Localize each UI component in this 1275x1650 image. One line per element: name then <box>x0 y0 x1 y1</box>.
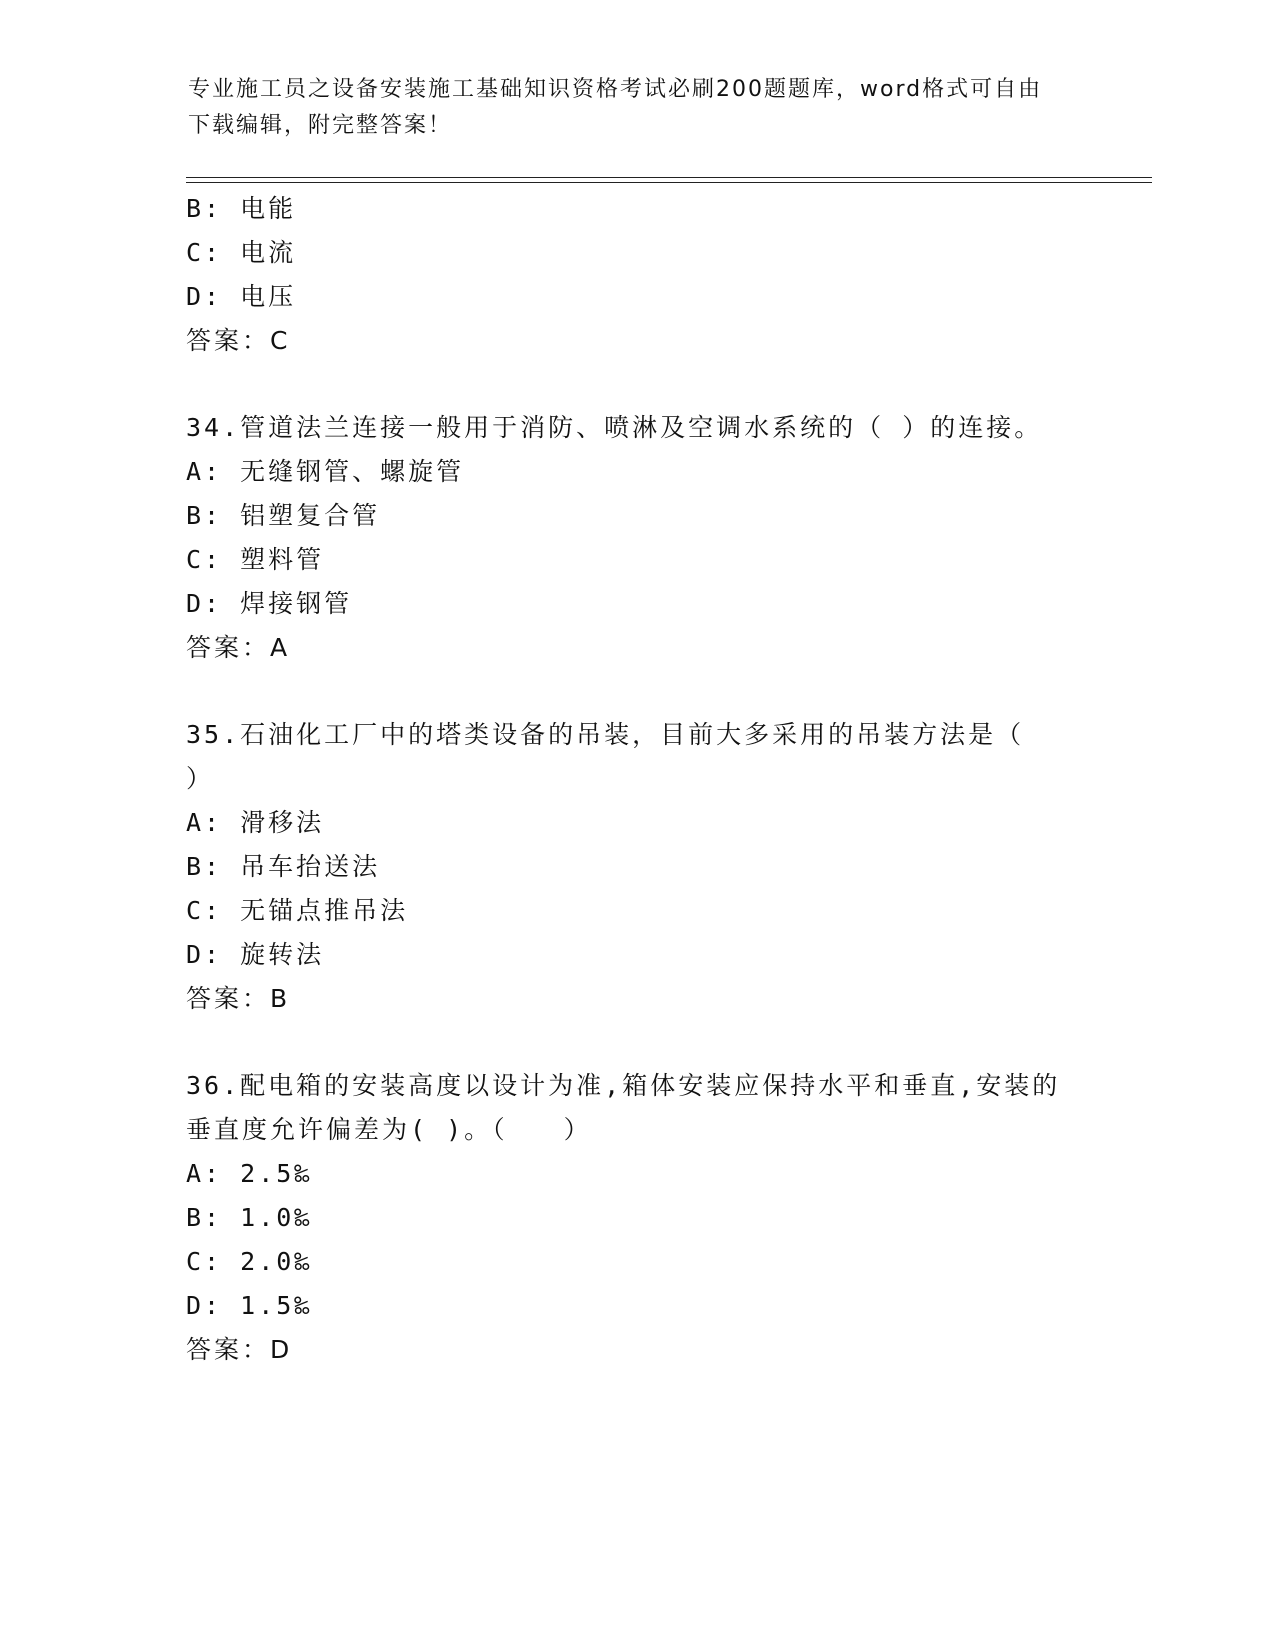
q33-answer: 答案：C <box>186 326 291 355</box>
header-rule-bottom <box>186 182 1152 183</box>
q35-answer: 答案：B <box>186 984 291 1013</box>
q36-stem-line-2: 垂直度允许偏差为( )。（ ） <box>186 1115 592 1144</box>
q34-option-d: D: 焊接钢管 <box>186 589 353 618</box>
q34-answer: 答案：A <box>186 633 291 662</box>
q36-option-d: D: 1.5‰ <box>186 1291 313 1320</box>
q36-option-a: A: 2.5‰ <box>186 1159 313 1188</box>
q35-stem-line-2: ） <box>186 764 215 793</box>
header-line-1: 专业施工员之设备安装施工基础知识资格考试必刷200题题库，word格式可自由 <box>188 77 1043 102</box>
q36-answer: 答案：D <box>186 1335 293 1364</box>
header-line-2: 下载编辑，附完整答案！ <box>188 113 453 138</box>
q36-option-c: C: 2.0‰ <box>186 1247 313 1276</box>
q35-option-a: A: 滑移法 <box>186 808 325 837</box>
q34-stem: 34.管道法兰连接一般用于消防、喷淋及空调水系统的（ ）的连接。 <box>186 413 1043 442</box>
q35-option-d: D: 旋转法 <box>186 940 325 969</box>
header-rule-top <box>186 177 1152 178</box>
q35-option-c: C: 无锚点推吊法 <box>186 896 409 925</box>
q35-option-b: B: 吊车抬送法 <box>186 852 381 881</box>
q36-stem-line-1: 36.配电箱的安装高度以设计为准,箱体安装应保持水平和垂直,安装的 <box>186 1071 1061 1100</box>
q33-option-c: C: 电流 <box>186 238 297 267</box>
q35-stem-line-1: 35.石油化工厂中的塔类设备的吊装，目前大多采用的吊装方法是（ <box>186 720 1025 749</box>
q34-option-b: B: 铝塑复合管 <box>186 501 381 530</box>
q34-option-a: A: 无缝钢管、螺旋管 <box>186 457 465 486</box>
q33-option-b: B: 电能 <box>186 194 297 223</box>
q34-option-c: C: 塑料管 <box>186 545 325 574</box>
q33-option-d: D: 电压 <box>186 282 297 311</box>
document-header <box>188 72 1088 144</box>
q36-option-b: B: 1.0‰ <box>186 1203 313 1232</box>
